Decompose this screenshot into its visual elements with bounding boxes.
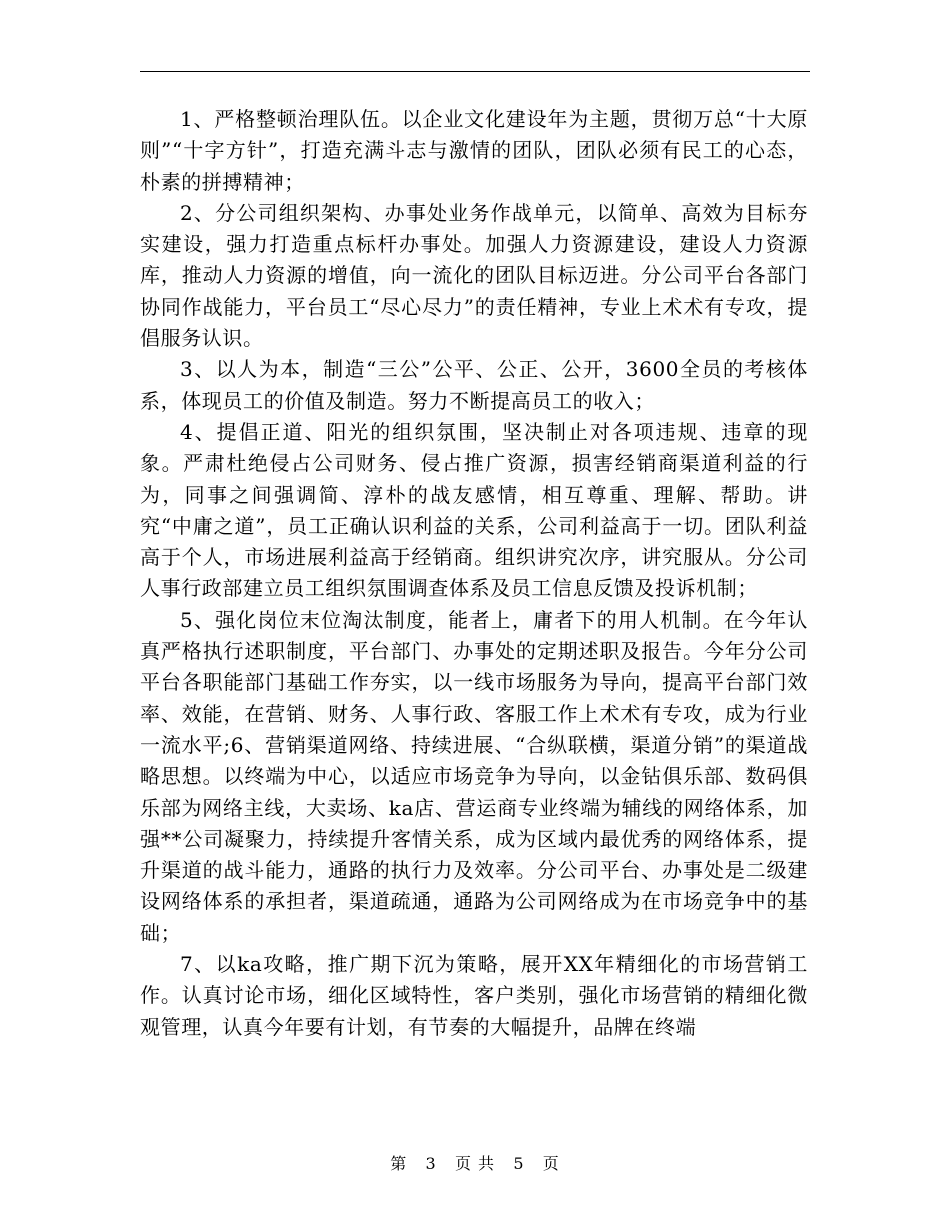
paragraph-7: 7、以ka攻略，推广期下沉为策略，展开XX年精细化的市场营销工作。认真讨论市场，细化区域特性，客户类别，强化市场营销的精细化微观管理，认真今年要有计划，有节奏的大幅提升，品牌在终端 bbox=[140, 952, 808, 1039]
paragraph-1: 1、严格整顿治理队伍。以企业文化建设年为主题，贯彻万总“十大原则”“十字方针”，打造充满斗志与激情的团队，团队必须有民工的心态，朴素的拼搏精神； bbox=[140, 107, 808, 194]
footer-page-total: 5 bbox=[513, 1154, 525, 1173]
footer-middle: 页 共 bbox=[454, 1154, 496, 1173]
page-footer bbox=[0, 1154, 950, 1174]
document-body bbox=[140, 104, 808, 1043]
footer-page-number: 3 bbox=[425, 1154, 437, 1173]
paragraph-2: 2、分公司组织架构、办事处业务作战单元，以简单、高效为目标夯实建设，强力打造重点标杆办事处。加强人力资源建设，建设人力资源库，推动人力资源的增值，向一流化的团队目标迈进。分公司平台各部门协同作战能力，平台员工“尽心尽力”的责任精神，专业上术术有专攻，提倡服务认识。 bbox=[140, 200, 808, 351]
footer-suffix: 页 bbox=[542, 1154, 560, 1173]
header-rule bbox=[140, 71, 810, 72]
paragraph-3: 3、以人为本，制造“三公”公平、公正、公开，3600全员的考核体系，体现员工的价值及制造。努力不断提高员工的收入； bbox=[140, 357, 808, 413]
paragraph-5: 5、强化岗位末位淘汰制度，能者上，庸者下的用人机制。在今年认真严格执行述职制度，平台部门、办事处的定期述职及报告。今年分公司平台各职能部门基础工作夯实，以一线市场服务为导向，提高平台部门效率、效能，在营销、财务、人事行政、客服工作上术术有专攻，成为行业一流水平;6、营销渠道网络、持续进展、“合纵联横，渠道分销”的渠道战略思想。以终端为中心，以适应市场竞争为导向，以金钻俱乐部、数码俱乐部为网络主线，大卖场、ka店、营运商专业终端为辅线的网络体系，加强**公司凝聚力，持续提升客情关系，成为区域内最优秀的网络体系，提升渠道的战斗能力，通路的执行力及效率。分公司平台、办事处是二级建设网络体系的承担者，渠道疏通，通路为公司网络成为在市场竞争中的基础； bbox=[140, 607, 808, 945]
paragraph-4: 4、提倡正道、阳光的组织氛围，坚决制止对各项违规、违章的现象。严肃杜绝侵占公司财务、侵占推广资源，损害经销商渠道利益的行为，同事之间强调简、淳朴的战友感情，相互尊重、理解、帮助。讲究“中庸之道”，员工正确认识利益的关系，公司利益高于一切。团队利益高于个人，市场进展利益高于经销商。组织讲究次序，讲究服从。分公司人事行政部建立员工组织氛围调查体系及员工信息反馈及投诉机制； bbox=[140, 419, 808, 601]
footer-prefix: 第 bbox=[390, 1154, 408, 1173]
